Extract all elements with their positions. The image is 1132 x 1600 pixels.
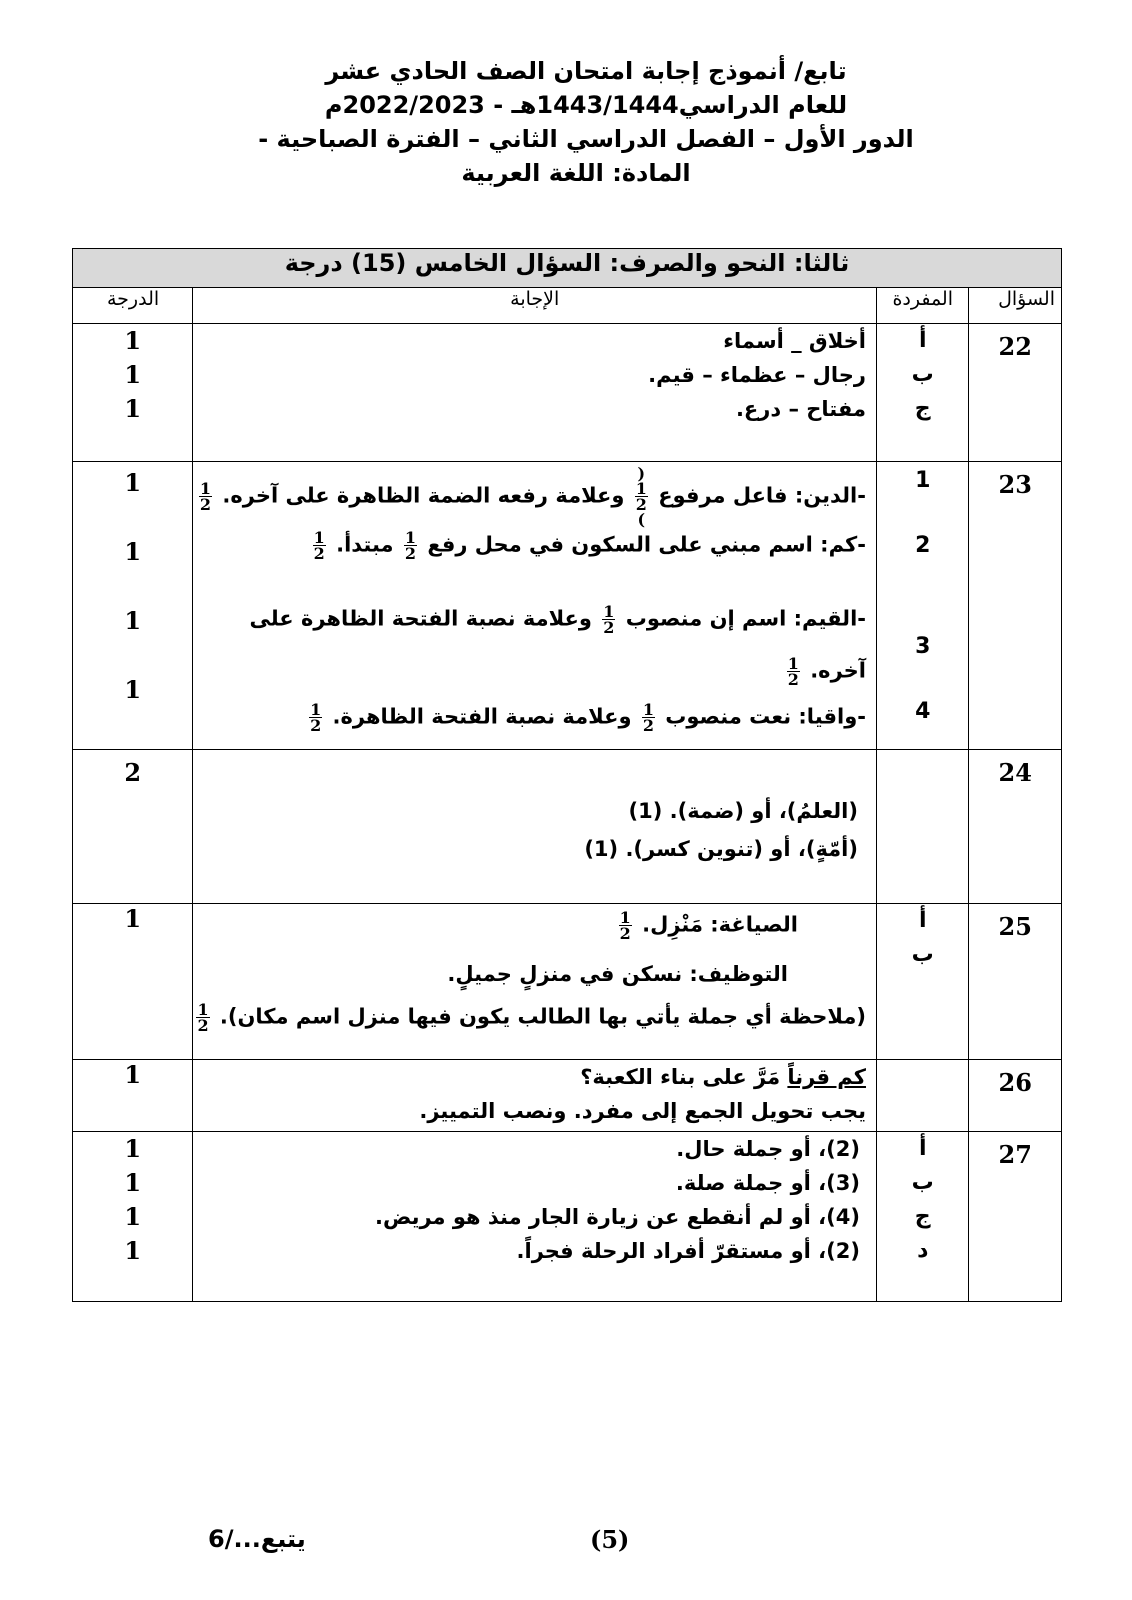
question-number: 23 [998,470,1032,499]
header-term: الدور الأول – الفصل الدراسي الثاني – الفترة الصباحية - [258,125,914,153]
exam-header [0,54,1132,190]
mark-value: 1 [124,326,142,355]
underlined-phrase: كم قرناً [787,1065,866,1089]
answer-line: أخلاق _ أسماء [723,329,866,353]
half-fraction: $\frac{1}{2}$ [310,700,322,735]
mark-value: 1 [124,394,142,423]
mark-value: 1 [124,904,142,933]
item-label: ج [914,1204,931,1229]
answer-line: آخره. $\frac{1}{2}$ [787,654,866,689]
header-year: للعام الدراسي1443/1444هـ - 2022/2023م [324,91,848,119]
col-question: السؤال [969,288,1062,324]
item-label: أ [918,328,927,353]
table-row-q23 [73,462,1062,750]
item-label: أ [918,908,927,933]
half-fraction: ( 1 2 ) [635,464,647,529]
mark-value: 1 [124,1060,142,1089]
answer-table [72,248,1062,1302]
col-mark: الدرجة [73,288,193,324]
item-label: 3 [915,634,931,659]
mark-value: 1 [124,537,142,566]
question-number: 26 [998,1068,1032,1097]
table-row-q24 [73,750,1062,904]
answer-line: (2)، أو جملة حال. [676,1137,860,1161]
question-number: 27 [998,1140,1032,1169]
answer-line: (3)، أو جملة صلة. [675,1171,860,1195]
section-title: ثالثا: النحو والصرف: السؤال الخامس (15) درجة [73,249,1062,288]
answer-line: يجب تحويل الجمع إلى مفرد. ونصب التمييز. [419,1099,866,1123]
mark-value: 1 [124,360,142,389]
answer-line: كم قرناً مَرَّ على بناء الكعبة؟ [580,1065,866,1089]
answer-line: -القيم: اسم إن منصوب $\frac{1}{2}$ وعلامة نصبة الفتحة الظاهرة على [249,602,866,637]
item-label: 1 [915,468,931,493]
item-label: 2 [915,533,931,558]
half-fraction: $\frac{1}{2}$ [197,1000,209,1035]
answer-line: (ملاحظة أي جملة يأتي بها الطالب يكون فيها منزل اسم مكان). $\frac{1}{2}$ [197,1000,866,1035]
table-row-q27 [73,1132,1062,1302]
mark-value: 2 [124,758,142,787]
mark-value: 1 [124,1168,142,1197]
table-row-q22 [73,324,1062,462]
table-row-q25 [73,904,1062,1060]
item-label: ب [911,1170,934,1195]
half-fraction: $\frac{1}{2}$ [787,654,799,689]
col-item: المفردة [876,288,968,324]
mark-value: 1 [124,1236,142,1265]
answer-line: التوظيف: نسكن في منزلٍ جميلٍ. [447,962,788,986]
mark-value: 1 [124,468,142,497]
answer-line: -الدين: فاعل مرفوع ( 1 2 ) وعلامة رفعه الضمة الظاهرة على آخره. $\frac{1}{2}$ [199,464,866,529]
item-label: أ [918,1136,927,1161]
answer-line: مفتاح – درع. [735,397,866,421]
answer-line: -كم: اسم مبني على السكون في محل رفع $\frac{1}{2}$ مبتدأ. $\frac{1}{2}$ [313,528,866,563]
mark-value: 1 [124,606,142,635]
col-answer: الإجابة [193,288,877,324]
answer-line: (2)، أو مستقرّ أفراد الرحلة فجراً. [516,1239,860,1263]
answer-line: (أمّةٍ)، أو (تنوين كسر). (1) [584,837,858,861]
question-number: 24 [998,758,1032,787]
item-label: ب [911,362,934,387]
table-row-q26 [73,1060,1062,1132]
half-fraction: $\frac{1}{2}$ [404,528,416,563]
header-title: تابع/ أنموذج إجابة امتحان الصف الحادي عشر [325,57,847,85]
answer-line: (4)، أو لم أنقطع عن زيارة الجار منذ هو مريض. [374,1205,860,1229]
item-label: 4 [915,699,931,724]
continued-note: يتبع.../6 [208,1525,306,1553]
mark-value: 1 [124,1202,142,1231]
answer-line: -واقيا: نعت منصوب $\frac{1}{2}$ وعلامة نصبة الفتحة الظاهرة. $\frac{1}{2}$ [310,700,866,735]
mark-value: 1 [124,675,142,704]
half-fraction: $\frac{1}{2}$ [642,700,654,735]
answer-line: رجال – عظماء – قيم. [648,363,866,387]
half-fraction: $\frac{1}{2}$ [199,479,212,514]
question-number: 25 [998,912,1032,941]
answer-line: (العلمُ)، أو (ضمة). (1) [628,799,858,823]
half-fraction: $\frac{1}{2}$ [603,602,615,637]
item-label: د [917,1238,929,1263]
header-subject: المادة: اللغة العربية [461,159,691,187]
half-fraction: $\frac{1}{2}$ [313,528,325,563]
item-label: ب [911,942,934,967]
item-label: ج [914,396,931,421]
mark-value: 1 [124,1134,142,1163]
page-number: (5) [590,1525,630,1554]
answer-line: الصياغة: مَنْزِل. $\frac{1}{2}$ [619,908,798,943]
half-fraction: $\frac{1}{2}$ [619,908,631,943]
question-number: 22 [998,332,1032,361]
